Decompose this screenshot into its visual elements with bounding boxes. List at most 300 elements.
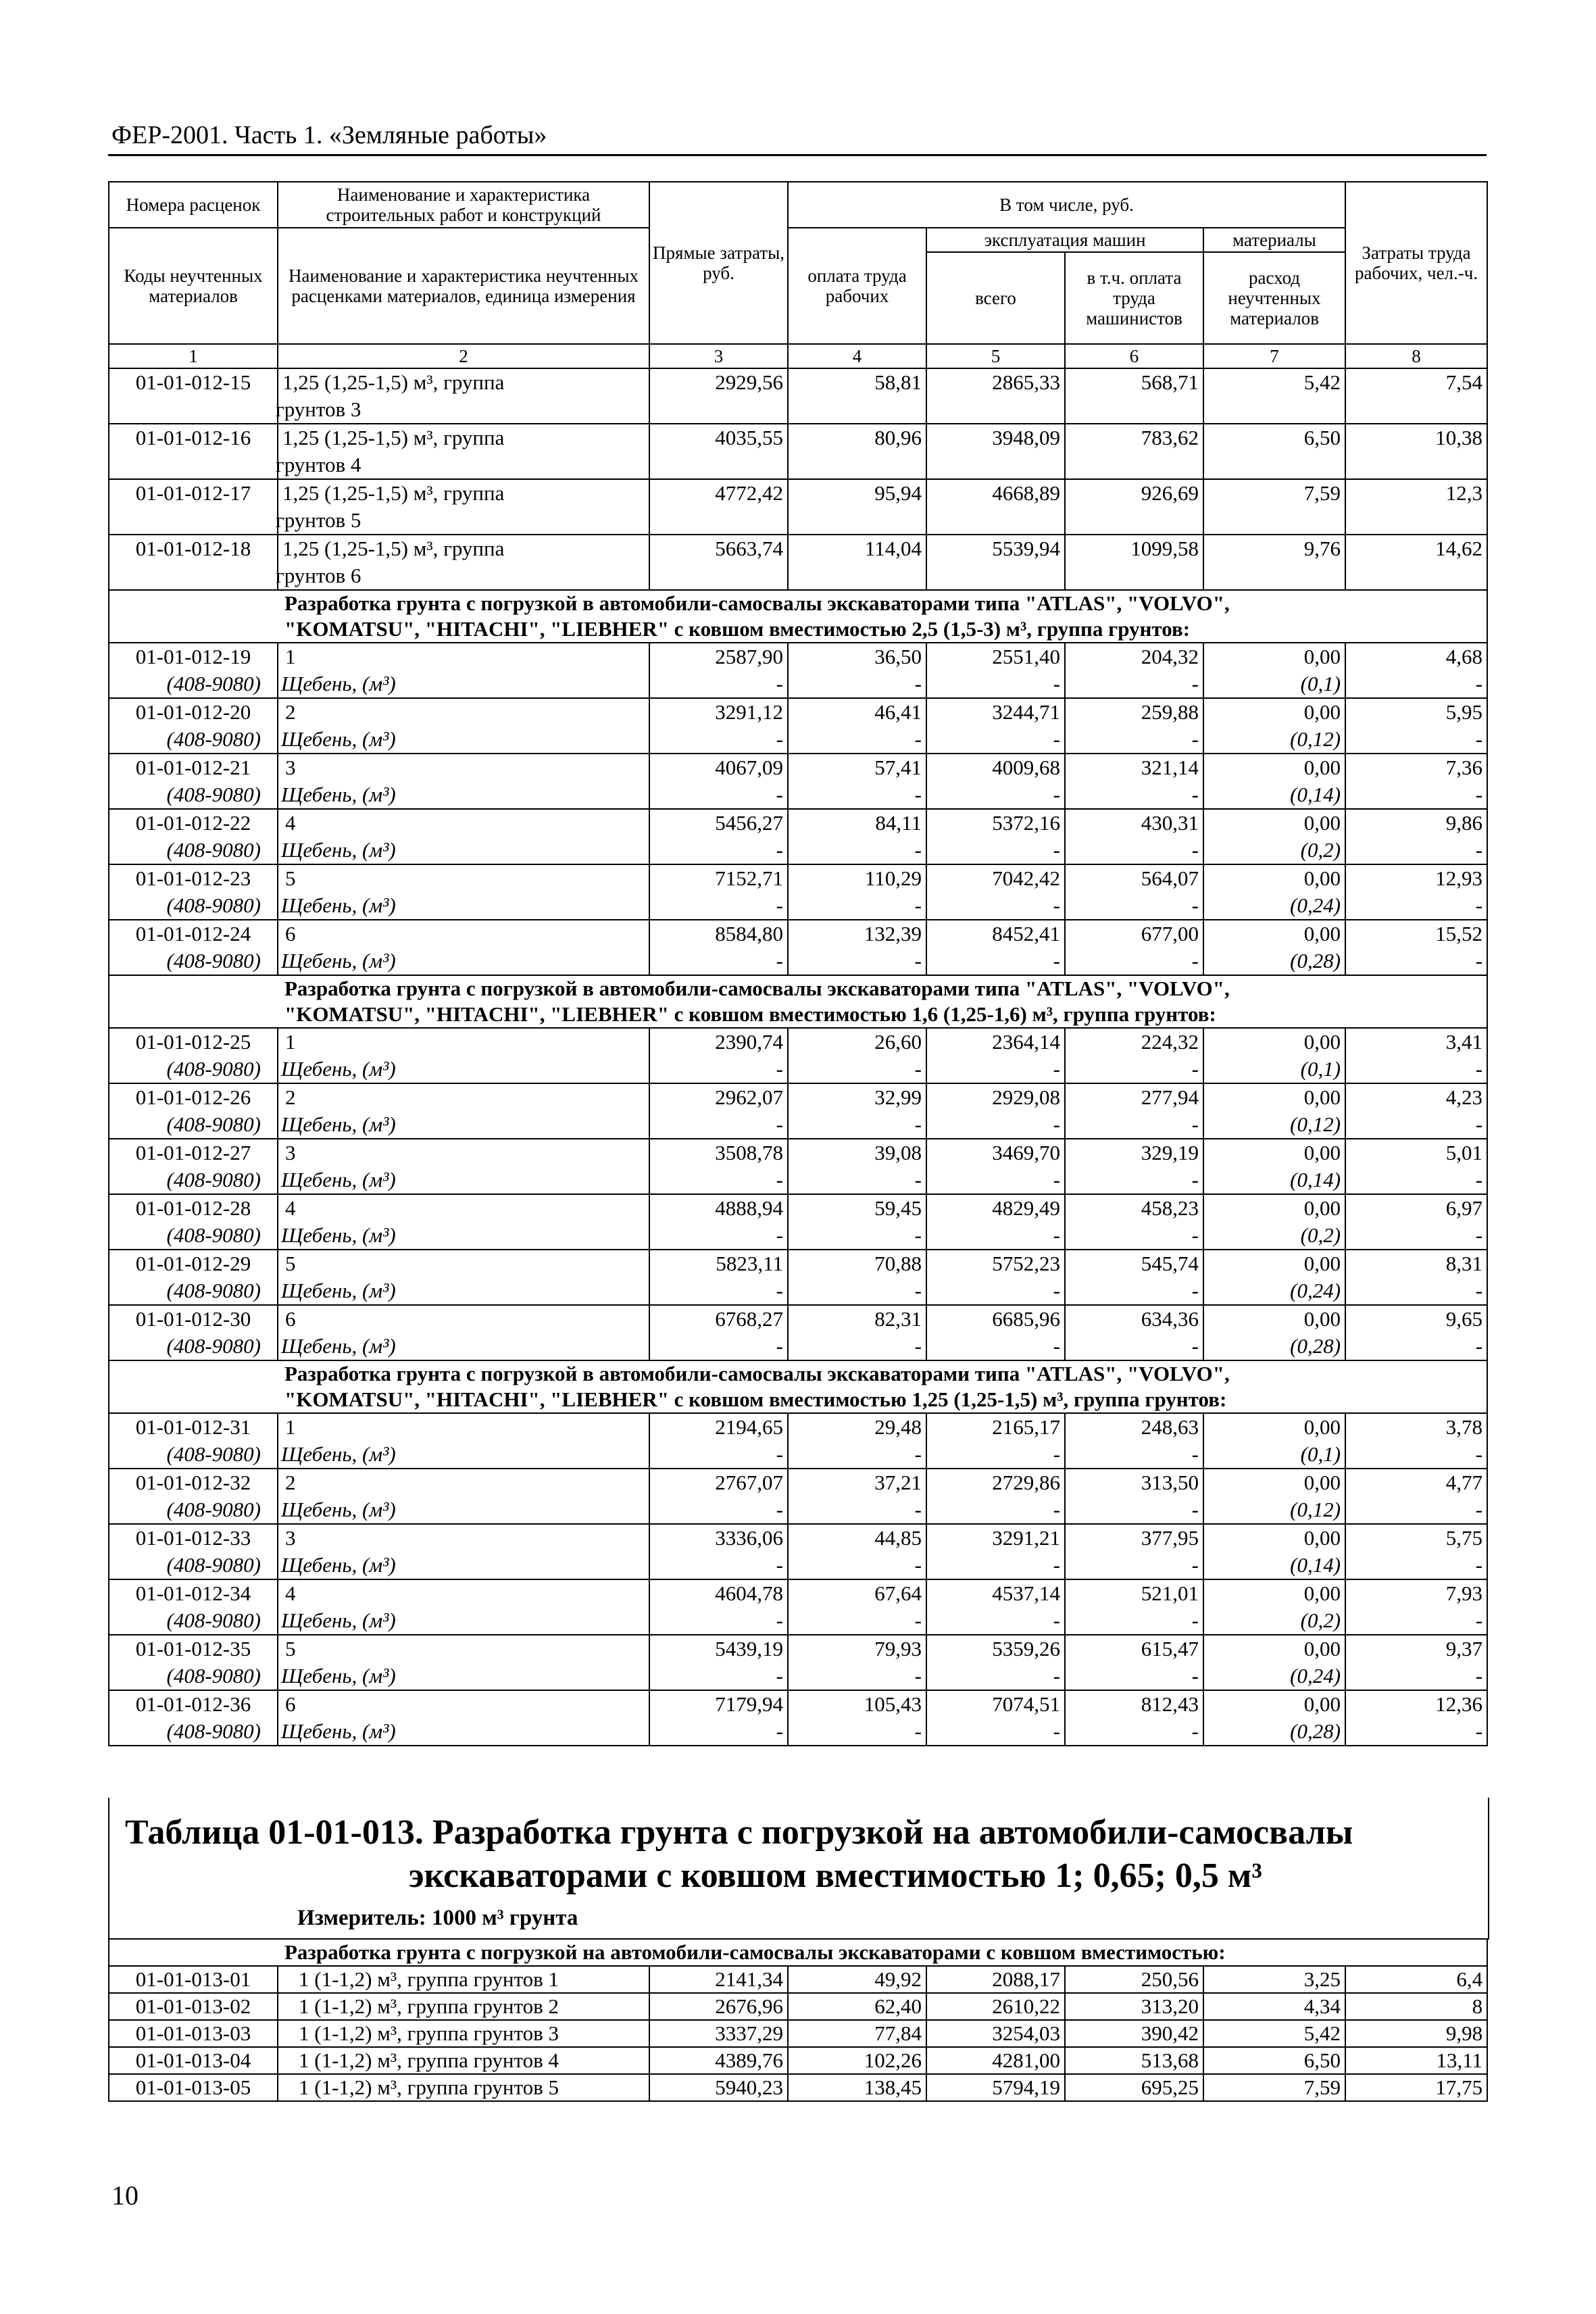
material-code: (408-9080) <box>109 781 278 809</box>
machines-total: 6685,96 <box>926 1305 1065 1333</box>
empty-value: - <box>788 1607 926 1635</box>
materials-use: 0,00 <box>1203 1139 1345 1166</box>
machines-total: 2929,08 <box>926 1083 1065 1111</box>
direct-cost: 3291,12 <box>649 698 788 726</box>
col2-bottom-header: Наименование и характеристика неучтенных расценками материалов, единица измерения <box>278 228 649 344</box>
labor-hours: 3,41 <box>1345 1028 1487 1056</box>
table-row <box>109 368 1487 424</box>
table-row <box>109 2020 1487 2047</box>
rate-code: 01-01-012-15 <box>109 368 278 424</box>
empty-value: - <box>788 837 926 864</box>
empty-value: - <box>926 892 1065 920</box>
material-name: Щебень, (м³) <box>278 1496 649 1524</box>
direct-cost: 7152,71 <box>649 864 788 892</box>
empty-value: - <box>649 947 788 975</box>
machines-total: 5539,94 <box>926 535 1065 590</box>
table-013-title-line1: Таблица 01-01-013. Разработка грунта с погрузкой на автомобили-самосвалы <box>125 1813 1353 1852</box>
work-name: 5 <box>278 1250 649 1277</box>
labor-hours: 4,23 <box>1345 1083 1487 1111</box>
machines-total: 2729,86 <box>926 1469 1065 1496</box>
machines-total: 5794,19 <box>926 2074 1065 2101</box>
material-rate: (0,14) <box>1203 1166 1345 1194</box>
materials-use: 5,42 <box>1203 2020 1345 2047</box>
section-title <box>278 1360 1487 1413</box>
rate-code: 01-01-012-17 <box>109 479 278 535</box>
empty-value: - <box>649 1552 788 1579</box>
material-rate: (0,28) <box>1203 1718 1345 1746</box>
col1-top-header: Номера расценок <box>109 182 278 228</box>
operator-wage: 783,62 <box>1065 424 1203 479</box>
labor-wage: 29,48 <box>788 1413 926 1441</box>
machines-total: 8452,41 <box>926 920 1065 947</box>
rate-code: 01-01-012-36 <box>109 1690 278 1718</box>
table-row <box>109 1469 1487 1496</box>
empty-value: - <box>1345 726 1487 754</box>
col-number: 2 <box>278 344 649 368</box>
labor-wage: 70,88 <box>788 1250 926 1277</box>
empty-value: - <box>926 1607 1065 1635</box>
rate-code: 01-01-012-25 <box>109 1028 278 1056</box>
direct-cost: 5456,27 <box>649 809 788 837</box>
section-title-row <box>109 975 1487 1028</box>
material-code: (408-9080) <box>109 1607 278 1635</box>
empty-value: - <box>1345 892 1487 920</box>
operator-wage: 377,95 <box>1065 1524 1203 1552</box>
operator-wage: 568,71 <box>1065 368 1203 424</box>
column-number-row <box>109 344 1487 368</box>
empty-value: - <box>788 1111 926 1139</box>
material-name: Щебень, (м³) <box>278 1222 649 1250</box>
section-title-line2: "KOMATSU", "HITACHI", "LIEBHER" с ковшом вместимостью 2,5 (1,5-3) м³, группа грунтов: <box>284 617 1191 641</box>
labor-hours: 8 <box>1345 1993 1487 2020</box>
direct-cost: 2767,07 <box>649 1469 788 1496</box>
labor-hours: 9,37 <box>1345 1635 1487 1663</box>
empty-value: - <box>649 1111 788 1139</box>
material-code: (408-9080) <box>109 1333 278 1360</box>
material-code: (408-9080) <box>109 1663 278 1690</box>
empty-value: - <box>1345 781 1487 809</box>
materials-use: 0,00 <box>1203 1194 1345 1222</box>
material-row <box>109 670 1487 698</box>
table-row <box>109 1579 1487 1607</box>
materials-use: 6,50 <box>1203 424 1345 479</box>
empty-value: - <box>1345 1222 1487 1250</box>
material-row <box>109 892 1487 920</box>
machines-total: 7042,42 <box>926 864 1065 892</box>
empty-value: - <box>788 1663 926 1690</box>
labor-hours: 6,4 <box>1345 1966 1487 1993</box>
material-code: (408-9080) <box>109 1441 278 1469</box>
section-spacer <box>109 1360 278 1413</box>
empty-value: - <box>788 947 926 975</box>
empty-value: - <box>926 1222 1065 1250</box>
work-name: 5 <box>278 864 649 892</box>
labor-hours: 8,31 <box>1345 1250 1487 1277</box>
material-name: Щебень, (м³) <box>278 1333 649 1360</box>
col8-header: Затраты труда рабочих, чел.-ч. <box>1345 182 1487 344</box>
empty-value: - <box>1065 1111 1203 1139</box>
work-name: 6 <box>278 1690 649 1718</box>
empty-value: - <box>1065 1277 1203 1305</box>
material-code: (408-9080) <box>109 1056 278 1083</box>
direct-cost: 4772,42 <box>649 479 788 535</box>
materials-header: материалы <box>1203 228 1345 252</box>
labor-hours: 7,54 <box>1345 368 1487 424</box>
col5-header: всего <box>926 252 1065 344</box>
direct-cost: 6768,27 <box>649 1305 788 1333</box>
group-header: В том числе, руб. <box>788 182 1345 228</box>
empty-value: - <box>1065 947 1203 975</box>
materials-use: 0,00 <box>1203 1413 1345 1441</box>
direct-cost: 3336,06 <box>649 1524 788 1552</box>
machines-total: 4009,68 <box>926 754 1065 781</box>
materials-use: 4,34 <box>1203 1993 1345 2020</box>
rate-code: 01-01-013-02 <box>109 1993 278 2020</box>
machines-total: 2364,14 <box>926 1028 1065 1056</box>
table-row <box>109 809 1487 837</box>
col-number: 6 <box>1065 344 1203 368</box>
work-name: 1 (1-1,2) м³, группа грунтов 1 <box>278 1966 649 1993</box>
work-name-line2: грунтов 6 <box>276 564 361 587</box>
rate-code: 01-01-012-28 <box>109 1194 278 1222</box>
operator-wage: 204,32 <box>1065 643 1203 670</box>
operator-wage: 430,31 <box>1065 809 1203 837</box>
empty-value: - <box>1065 670 1203 698</box>
section-title <box>278 975 1487 1028</box>
empty-value: - <box>926 1111 1065 1139</box>
material-name: Щебень, (м³) <box>278 781 649 809</box>
operator-wage: 259,88 <box>1065 698 1203 726</box>
col2-top-header: Наименование и характеристика строительных работ и конструкций <box>278 182 649 228</box>
labor-hours: 12,93 <box>1345 864 1487 892</box>
empty-value: - <box>649 1441 788 1469</box>
empty-value: - <box>649 837 788 864</box>
work-name: 2 <box>278 1083 649 1111</box>
rate-code: 01-01-012-24 <box>109 920 278 947</box>
work-name-line2: грунтов 4 <box>276 453 361 476</box>
work-name <box>278 368 649 424</box>
labor-hours: 15,52 <box>1345 920 1487 947</box>
labor-wage: 67,64 <box>788 1579 926 1607</box>
empty-value: - <box>1345 1111 1487 1139</box>
labor-wage: 44,85 <box>788 1524 926 1552</box>
empty-value: - <box>649 1718 788 1746</box>
table-row <box>109 1083 1487 1111</box>
col3-header: Прямые затраты, руб. <box>649 182 788 344</box>
empty-value: - <box>1065 1607 1203 1635</box>
direct-cost: 3337,29 <box>649 2020 788 2047</box>
operator-wage: 634,36 <box>1065 1305 1203 1333</box>
labor-wage: 80,96 <box>788 424 926 479</box>
operator-wage: 926,69 <box>1065 479 1203 535</box>
work-name <box>278 535 649 590</box>
material-row <box>109 1441 1487 1469</box>
machines-total: 5372,16 <box>926 809 1065 837</box>
rate-code: 01-01-013-04 <box>109 2047 278 2074</box>
materials-use: 3,25 <box>1203 1966 1345 1993</box>
table-row <box>109 698 1487 726</box>
material-code: (408-9080) <box>109 1111 278 1139</box>
rates-table-012 <box>108 181 1488 1746</box>
empty-value: - <box>1065 1333 1203 1360</box>
work-name: 2 <box>278 698 649 726</box>
section-title-row <box>109 1360 1487 1413</box>
material-row <box>109 1496 1487 1524</box>
empty-value: - <box>1345 1333 1487 1360</box>
material-rate: (0,1) <box>1203 1056 1345 1083</box>
empty-value: - <box>1065 1496 1203 1524</box>
empty-value: - <box>1065 726 1203 754</box>
material-row <box>109 726 1487 754</box>
rate-code: 01-01-012-26 <box>109 1083 278 1111</box>
empty-value: - <box>1345 1441 1487 1469</box>
operator-wage: 812,43 <box>1065 1690 1203 1718</box>
labor-hours: 10,38 <box>1345 424 1487 479</box>
col-number: 4 <box>788 344 926 368</box>
labor-wage: 77,84 <box>788 2020 926 2047</box>
work-name: 1 <box>278 643 649 670</box>
material-name: Щебень, (м³) <box>278 670 649 698</box>
col6-header: в т.ч. оплата труда машинистов <box>1065 252 1203 344</box>
direct-cost: 5439,19 <box>649 1635 788 1663</box>
table-row <box>109 1250 1487 1277</box>
rate-code: 01-01-012-19 <box>109 643 278 670</box>
material-row <box>109 781 1487 809</box>
labor-hours: 4,68 <box>1345 643 1487 670</box>
materials-use: 0,00 <box>1203 1635 1345 1663</box>
materials-use: 0,00 <box>1203 698 1345 726</box>
empty-value: - <box>1065 1222 1203 1250</box>
section-title: Разработка грунта с погрузкой на автомобили-самосвалы экскаваторами с ковшом вместимостью: <box>278 1939 1487 1966</box>
operator-wage: 677,00 <box>1065 920 1203 947</box>
empty-value: - <box>788 1441 926 1469</box>
direct-cost: 3508,78 <box>649 1139 788 1166</box>
operator-wage: 277,94 <box>1065 1083 1203 1111</box>
empty-value: - <box>926 670 1065 698</box>
machines-total: 4537,14 <box>926 1579 1065 1607</box>
section-title-row <box>109 1939 1487 1966</box>
work-name-line1: 1,25 (1,25-1,5) м³, группа <box>282 370 505 394</box>
section-spacer <box>109 590 278 643</box>
empty-value: - <box>926 1718 1065 1746</box>
machines-total: 2865,33 <box>926 368 1065 424</box>
labor-wage: 59,45 <box>788 1194 926 1222</box>
material-name: Щебень, (м³) <box>278 1166 649 1194</box>
material-rate: (0,2) <box>1203 1222 1345 1250</box>
empty-value: - <box>926 1166 1065 1194</box>
operator-wage: 248,63 <box>1065 1413 1203 1441</box>
material-code: (408-9080) <box>109 892 278 920</box>
material-rate: (0,28) <box>1203 947 1345 975</box>
material-name: Щебень, (м³) <box>278 726 649 754</box>
labor-wage: 84,11 <box>788 809 926 837</box>
empty-value: - <box>926 1056 1065 1083</box>
labor-wage: 102,26 <box>788 2047 926 2074</box>
operator-wage: 564,07 <box>1065 864 1203 892</box>
materials-use: 0,00 <box>1203 920 1345 947</box>
col-number: 1 <box>109 344 278 368</box>
empty-value: - <box>1065 1056 1203 1083</box>
labor-hours: 5,01 <box>1345 1139 1487 1166</box>
material-name: Щебень, (м³) <box>278 947 649 975</box>
empty-value: - <box>649 1663 788 1690</box>
material-rate: (0,2) <box>1203 837 1345 864</box>
labor-wage: 39,08 <box>788 1139 926 1166</box>
empty-value: - <box>788 1166 926 1194</box>
machines-total: 3254,03 <box>926 2020 1065 2047</box>
operator-wage: 321,14 <box>1065 754 1203 781</box>
machines-total: 2165,17 <box>926 1413 1065 1441</box>
machines-total: 2088,17 <box>926 1966 1065 1993</box>
table-row <box>109 1993 1487 2020</box>
material-code: (408-9080) <box>109 1718 278 1746</box>
table-row <box>109 1635 1487 1663</box>
section-title-line1: Разработка грунта с погрузкой в автомобили-самосвалы экскаваторами типа "ATLAS", "VOLVO", <box>284 1362 1230 1385</box>
materials-use: 0,00 <box>1203 1524 1345 1552</box>
header-rule <box>108 154 1487 156</box>
rate-code: 01-01-012-16 <box>109 424 278 479</box>
empty-value: - <box>926 726 1065 754</box>
empty-value: - <box>649 726 788 754</box>
empty-value: - <box>788 1056 926 1083</box>
materials-use: 7,59 <box>1203 2074 1345 2101</box>
operator-wage: 329,19 <box>1065 1139 1203 1166</box>
work-name: 4 <box>278 809 649 837</box>
empty-value: - <box>649 1607 788 1635</box>
labor-wage: 49,92 <box>788 1966 926 1993</box>
empty-value: - <box>1345 947 1487 975</box>
material-rate: (0,14) <box>1203 781 1345 809</box>
direct-cost: 4067,09 <box>649 754 788 781</box>
col7-header: расход неучтенных материалов <box>1203 252 1345 344</box>
empty-value: - <box>788 726 926 754</box>
empty-value: - <box>788 1333 926 1360</box>
col-number: 8 <box>1345 344 1487 368</box>
rate-code: 01-01-012-34 <box>109 1579 278 1607</box>
machines-total: 5359,26 <box>926 1635 1065 1663</box>
rate-code: 01-01-012-29 <box>109 1250 278 1277</box>
direct-cost: 5823,11 <box>649 1250 788 1277</box>
material-rate: (0,24) <box>1203 892 1345 920</box>
materials-use: 0,00 <box>1203 864 1345 892</box>
labor-hours: 7,93 <box>1345 1579 1487 1607</box>
operator-wage: 313,50 <box>1065 1469 1203 1496</box>
materials-use: 0,00 <box>1203 1083 1345 1111</box>
machines-total: 2551,40 <box>926 643 1065 670</box>
work-name: 1 <box>278 1028 649 1056</box>
material-row <box>109 1663 1487 1690</box>
empty-value: - <box>788 1718 926 1746</box>
materials-use: 0,00 <box>1203 1305 1345 1333</box>
labor-hours: 5,75 <box>1345 1524 1487 1552</box>
machines-total: 3948,09 <box>926 424 1065 479</box>
empty-value: - <box>649 1222 788 1250</box>
materials-use: 0,00 <box>1203 809 1345 837</box>
work-name-line2: грунтов 3 <box>276 397 361 421</box>
running-title: ФЕР-2001. Часть 1. «Земляные работы» <box>111 121 547 149</box>
material-row <box>109 1607 1487 1635</box>
labor-hours: 4,77 <box>1345 1469 1487 1496</box>
machines-total: 4281,00 <box>926 2047 1065 2074</box>
labor-wage: 138,45 <box>788 2074 926 2101</box>
material-name: Щебень, (м³) <box>278 1607 649 1635</box>
material-code: (408-9080) <box>109 670 278 698</box>
material-row <box>109 1166 1487 1194</box>
empty-value: - <box>788 1496 926 1524</box>
materials-use: 0,00 <box>1203 1250 1345 1277</box>
empty-value: - <box>649 1333 788 1360</box>
labor-wage: 58,81 <box>788 368 926 424</box>
machines-total: 3244,71 <box>926 698 1065 726</box>
rate-code: 01-01-012-31 <box>109 1413 278 1441</box>
direct-cost: 2929,56 <box>649 368 788 424</box>
direct-cost: 4389,76 <box>649 2047 788 2074</box>
labor-hours: 9,86 <box>1345 809 1487 837</box>
table-row <box>109 1966 1487 1993</box>
labor-hours: 7,36 <box>1345 754 1487 781</box>
labor-wage: 79,93 <box>788 1635 926 1663</box>
empty-value: - <box>788 1277 926 1305</box>
materials-use: 0,00 <box>1203 1579 1345 1607</box>
rate-code: 01-01-012-21 <box>109 754 278 781</box>
col-number: 7 <box>1203 344 1345 368</box>
section-title <box>278 590 1487 643</box>
labor-wage: 46,41 <box>788 698 926 726</box>
direct-cost: 4888,94 <box>649 1194 788 1222</box>
material-name: Щебень, (м³) <box>278 892 649 920</box>
labor-wage: 32,99 <box>788 1083 926 1111</box>
empty-value: - <box>926 781 1065 809</box>
table-row <box>109 1524 1487 1552</box>
table-row <box>109 1690 1487 1718</box>
material-row <box>109 1111 1487 1139</box>
work-name: 1 (1-1,2) м³, группа грунтов 4 <box>278 2047 649 2074</box>
table-row <box>109 1194 1487 1222</box>
material-rate: (0,24) <box>1203 1663 1345 1690</box>
rate-code: 01-01-013-05 <box>109 2074 278 2101</box>
empty-value: - <box>926 1277 1065 1305</box>
work-name <box>278 479 649 535</box>
empty-value: - <box>926 1441 1065 1469</box>
machines-header: эксплуатация машин <box>926 228 1203 252</box>
empty-value: - <box>926 947 1065 975</box>
header-row-1 <box>109 182 1487 228</box>
operator-wage: 390,42 <box>1065 2020 1203 2047</box>
materials-use: 6,50 <box>1203 2047 1345 2074</box>
material-row <box>109 1333 1487 1360</box>
unit-of-measure: Измеритель: 1000 м³ грунта <box>297 1906 578 1930</box>
material-rate: (0,12) <box>1203 1496 1345 1524</box>
page-number: 10 <box>111 2180 139 2211</box>
machines-total: 3469,70 <box>926 1139 1065 1166</box>
empty-value: - <box>649 1166 788 1194</box>
machines-total: 5752,23 <box>926 1250 1065 1277</box>
table-row <box>109 643 1487 670</box>
section-title-line1: Разработка грунта с погрузкой в автомобили-самосвалы экскаваторами типа "ATLAS", "VOLVO", <box>284 591 1230 615</box>
labor-wage: 37,21 <box>788 1469 926 1496</box>
table-row <box>109 2047 1487 2074</box>
material-name: Щебень, (м³) <box>278 1441 649 1469</box>
empty-value: - <box>649 1056 788 1083</box>
rate-code: 01-01-012-30 <box>109 1305 278 1333</box>
work-name: 3 <box>278 754 649 781</box>
table-row <box>109 2074 1487 2101</box>
empty-value: - <box>1345 670 1487 698</box>
machines-total: 3291,21 <box>926 1524 1065 1552</box>
direct-cost: 2390,74 <box>649 1028 788 1056</box>
work-name <box>278 424 649 479</box>
materials-use: 0,00 <box>1203 1028 1345 1056</box>
